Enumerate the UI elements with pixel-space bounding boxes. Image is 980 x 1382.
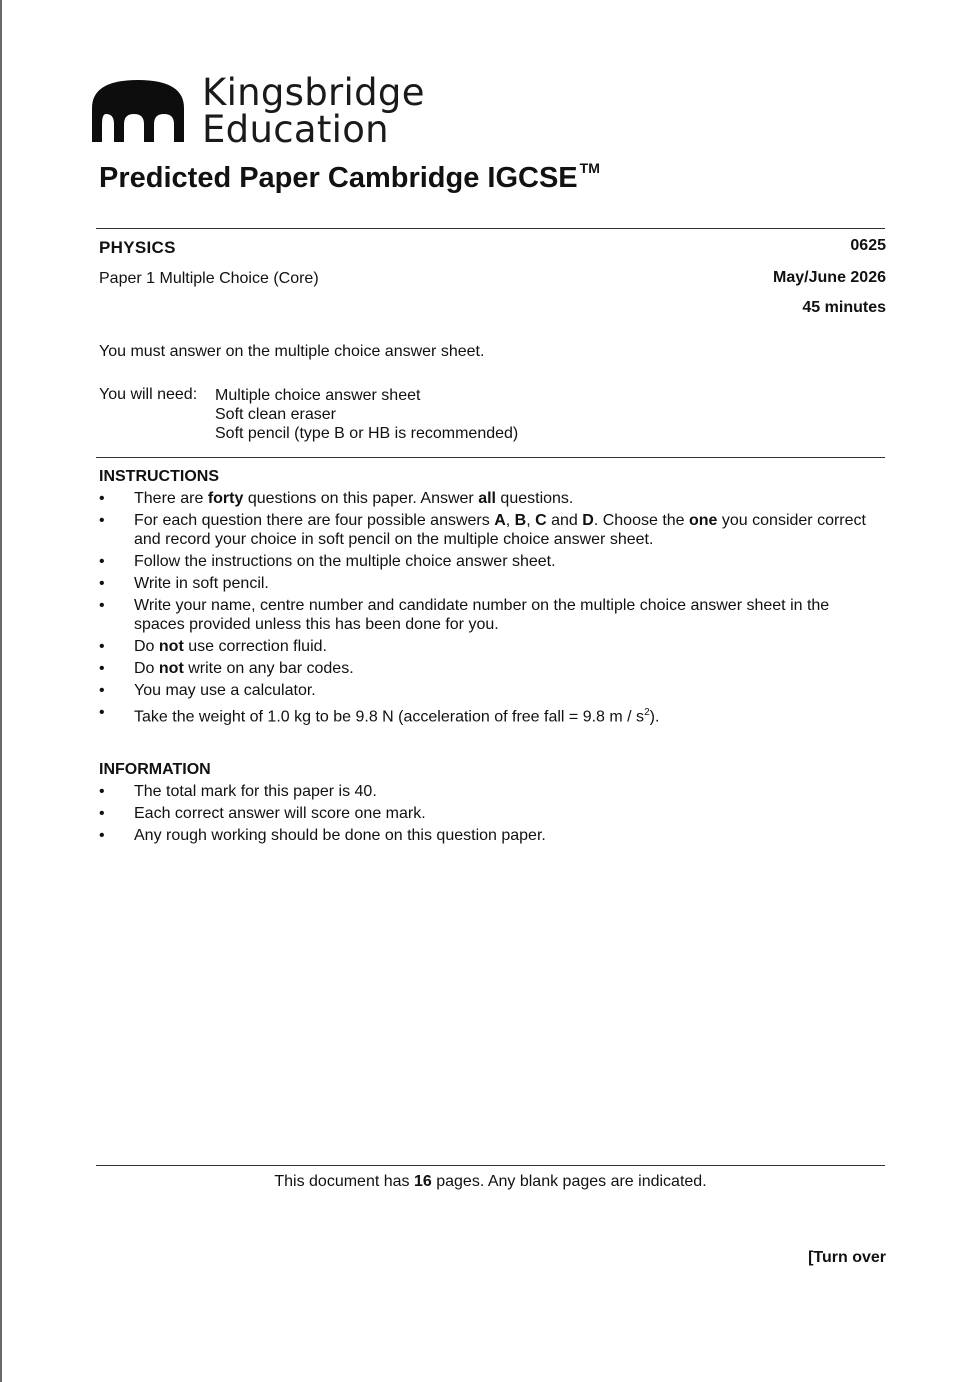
list-item: • Each correct answer will score one mark. [99,805,426,822]
list-item: • For each question there are four possible answers A, B, C and D. Choose the one you consider correct and record your choice in soft pencil on the multiple choice answer sheet. [99,512,866,548]
bullet-icon: • [99,597,105,614]
information-heading: INFORMATION [99,761,211,778]
list-item: • Write your name, centre number and candidate number on the multiple choice answer sheet in the spaces provided unless this has been done for you. [99,597,830,633]
subject-name: PHYSICS [99,238,176,257]
page-title [99,162,600,195]
title-text: Predicted Paper Cambridge IGCSE [99,162,578,194]
list-item: • Do not use correction fluid. [99,638,327,655]
page-edge-left [0,0,2,1382]
logo-name-line1: Kingsbridge [202,71,425,114]
bullet-icon: • [99,827,105,844]
logo-wordmark [202,71,425,151]
divider-middle [96,457,885,458]
page-count-note: This document has 16 pages. Any blank pages are indicated. [274,1173,707,1190]
information-list [99,782,889,845]
equipment-item: Soft pencil (type B or HB is recommended) [215,425,519,442]
list-item: • Follow the instructions on the multiple choice answer sheet. [99,553,556,570]
equipment-label: You will need: [99,386,198,403]
logo-name-line2: Education [202,108,389,151]
list-item: • Any rough working should be done on this question paper. [99,827,546,844]
list-item: • Do not write on any bar codes. [99,660,354,677]
bullet-icon: • [99,512,105,529]
exam-session: May/June 2026 [773,269,886,286]
divider-top [96,228,885,229]
list-item: • Take the weight of 1.0 kg to be 9.8 N (acceleration of free fall = 9.8 m / $s^2$). [99,704,660,726]
equipment-list [215,386,518,443]
exam-duration: 45 minutes [802,299,886,316]
bullet-icon: • [99,575,105,592]
equipment-item: Multiple choice answer sheet [215,387,421,404]
instructions-list [99,489,889,726]
turn-over-label: [Turn over [808,1249,886,1266]
bullet-icon: • [99,490,105,507]
instructions-heading: INSTRUCTIONS [99,468,219,485]
bullet-icon: • [99,553,105,570]
equipment-item: Soft clean eraser [215,406,336,423]
bullet-icon: • [99,660,105,677]
syllabus-code: 0625 [850,237,886,254]
list-item: • The total mark for this paper is 40. [99,783,377,800]
answer-sheet-note: You must answer on the multiple choice answer sheet. [99,343,485,360]
divider-bottom [96,1165,885,1166]
list-item: • You may use a calculator. [99,682,316,699]
list-item: • Write in soft pencil. [99,575,269,592]
bullet-icon: • [99,805,105,822]
paper-name: Paper 1 Multiple Choice (Core) [99,270,319,287]
bullet-icon: • [99,638,105,655]
list-item: • There are forty questions on this paper. Answer all questions. [99,490,574,507]
bullet-icon: • [99,783,105,800]
bullet-icon: • [99,704,105,721]
arches-logo-icon [90,78,186,144]
logo [90,71,430,154]
trademark-mark: TM [579,160,600,176]
bullet-icon: • [99,682,105,699]
